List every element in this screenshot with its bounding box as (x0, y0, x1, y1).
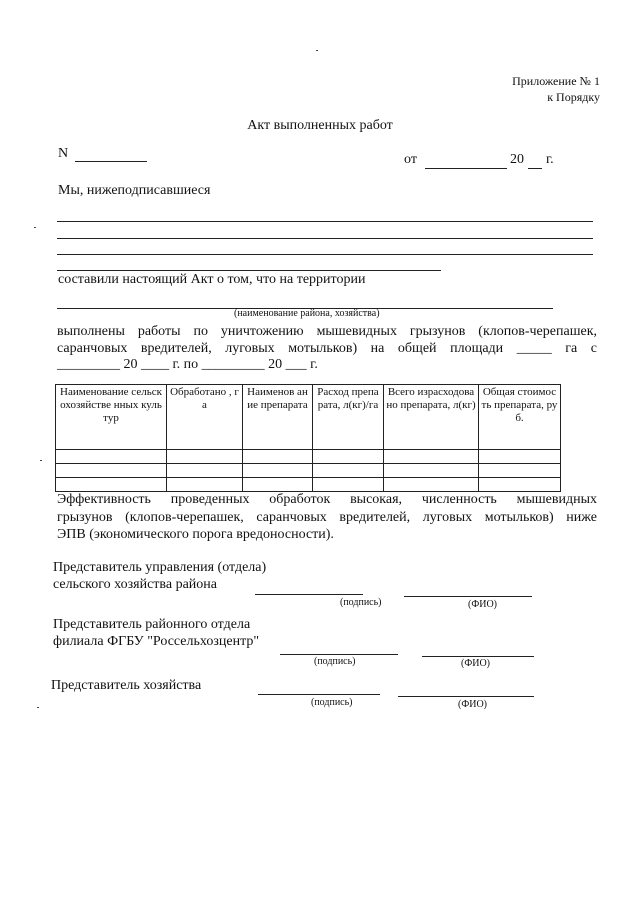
rep1-signature-caption: (подпись) (340, 597, 382, 608)
number-label: N (58, 146, 69, 161)
undersigned-blank-1 (57, 221, 593, 222)
effectiveness-line-3: ЭПВ (экономического порога вредоносности). (57, 527, 334, 542)
works-table (55, 384, 561, 492)
table-cell[interactable] (479, 450, 561, 464)
table-cell[interactable] (243, 478, 313, 492)
rep1-title-line-2: сельского хозяйства района (53, 577, 217, 592)
date-year-blank (528, 168, 542, 169)
work-description-line-1: выполнены работы по уничтожению мышевидных грызунов (клопов-черепашек, (57, 324, 597, 339)
table-cell[interactable] (167, 450, 243, 464)
effectiveness-line-1: Эффективность проведенных обработок высокая, численность мышевидных (57, 492, 597, 507)
rep2-title-line-2: филиала ФГБУ "Россельхозцентр" (53, 634, 260, 649)
table-row (56, 450, 561, 464)
territory-caption: (наименование района, хозяйства) (234, 308, 380, 319)
table-cell[interactable] (56, 464, 167, 478)
rep1-signature-blank (255, 594, 363, 595)
undersigned-blank-4 (57, 270, 441, 271)
column-header-crops: Наименование сельскохозяйстве нных культур (56, 385, 167, 450)
rep2-signature-blank (280, 654, 398, 655)
table-row (56, 478, 561, 492)
table-cell[interactable] (167, 478, 243, 492)
rep3-name-caption: (ФИО) (458, 699, 488, 710)
rep1-name-caption: (ФИО) (468, 599, 498, 610)
rep3-signature-caption: (подпись) (311, 697, 353, 708)
table-cell[interactable] (243, 464, 313, 478)
table-cell[interactable] (479, 478, 561, 492)
table-cell[interactable] (313, 464, 384, 478)
table-cell[interactable] (313, 450, 384, 464)
date-year-suffix: г. (546, 152, 554, 167)
rep1-title-line-1: Представитель управления (отдела) (53, 560, 267, 575)
undersigned-blank-3 (57, 254, 593, 255)
column-header-total-used: Всего израсходовано препарата, л(кг) (384, 385, 479, 450)
appendix-label: Приложение № 1 (512, 74, 600, 88)
rep2-name-blank (422, 656, 534, 657)
table-row (56, 464, 561, 478)
table-cell[interactable] (56, 450, 167, 464)
number-blank (75, 161, 147, 162)
scan-speck (316, 50, 318, 51)
rep3-title: Представитель хозяйства (51, 678, 202, 693)
table-cell[interactable] (384, 464, 479, 478)
rep3-name-blank (398, 696, 534, 697)
rep2-title-line-1: Представитель районного отдела (53, 617, 251, 632)
table-cell[interactable] (167, 464, 243, 478)
table-cell[interactable] (56, 478, 167, 492)
table-cell[interactable] (313, 478, 384, 492)
rep1-name-blank (404, 596, 532, 597)
act-statement: составили настоящий Акт о том, что на территории (58, 272, 366, 287)
column-header-product-name: Наименов ание препарата (243, 385, 313, 450)
column-header-rate: Расход препарата, л(кг)/га (313, 385, 384, 450)
table-cell[interactable] (479, 464, 561, 478)
table-cell[interactable] (243, 450, 313, 464)
scan-speck (34, 227, 36, 228)
column-header-total-cost: Общая стоимость препарата, руб. (479, 385, 561, 450)
date-day-month-blank (425, 168, 507, 169)
page-title: Акт выполненных работ (247, 118, 393, 133)
work-description-line-2: саранчовых вредителей, луговых мотыльков) на общей площади _____ га с (57, 341, 597, 356)
column-header-area: Обработано , га (167, 385, 243, 450)
table-cell[interactable] (384, 450, 479, 464)
rep2-signature-caption: (подпись) (314, 656, 356, 667)
appendix-reference: к Порядку (547, 90, 600, 104)
scan-speck (40, 460, 42, 461)
work-description-line-3: _________ 20 ____ г. по _________ 20 ___ г. (57, 357, 318, 372)
effectiveness-line-2: грызунов (клопов-черепашек, саранчовых вредителей, луговых мотыльков) ниже (57, 510, 597, 525)
undersigned-label: Мы, нижеподписавшиеся (58, 183, 211, 198)
table-cell[interactable] (384, 478, 479, 492)
rep2-name-caption: (ФИО) (461, 658, 491, 669)
date-year-prefix: 20 (510, 152, 524, 167)
date-from-label: от (404, 152, 417, 167)
table-header-row (56, 385, 561, 450)
rep3-signature-blank (258, 694, 380, 695)
scan-speck (37, 707, 39, 708)
undersigned-blank-2 (57, 238, 593, 239)
